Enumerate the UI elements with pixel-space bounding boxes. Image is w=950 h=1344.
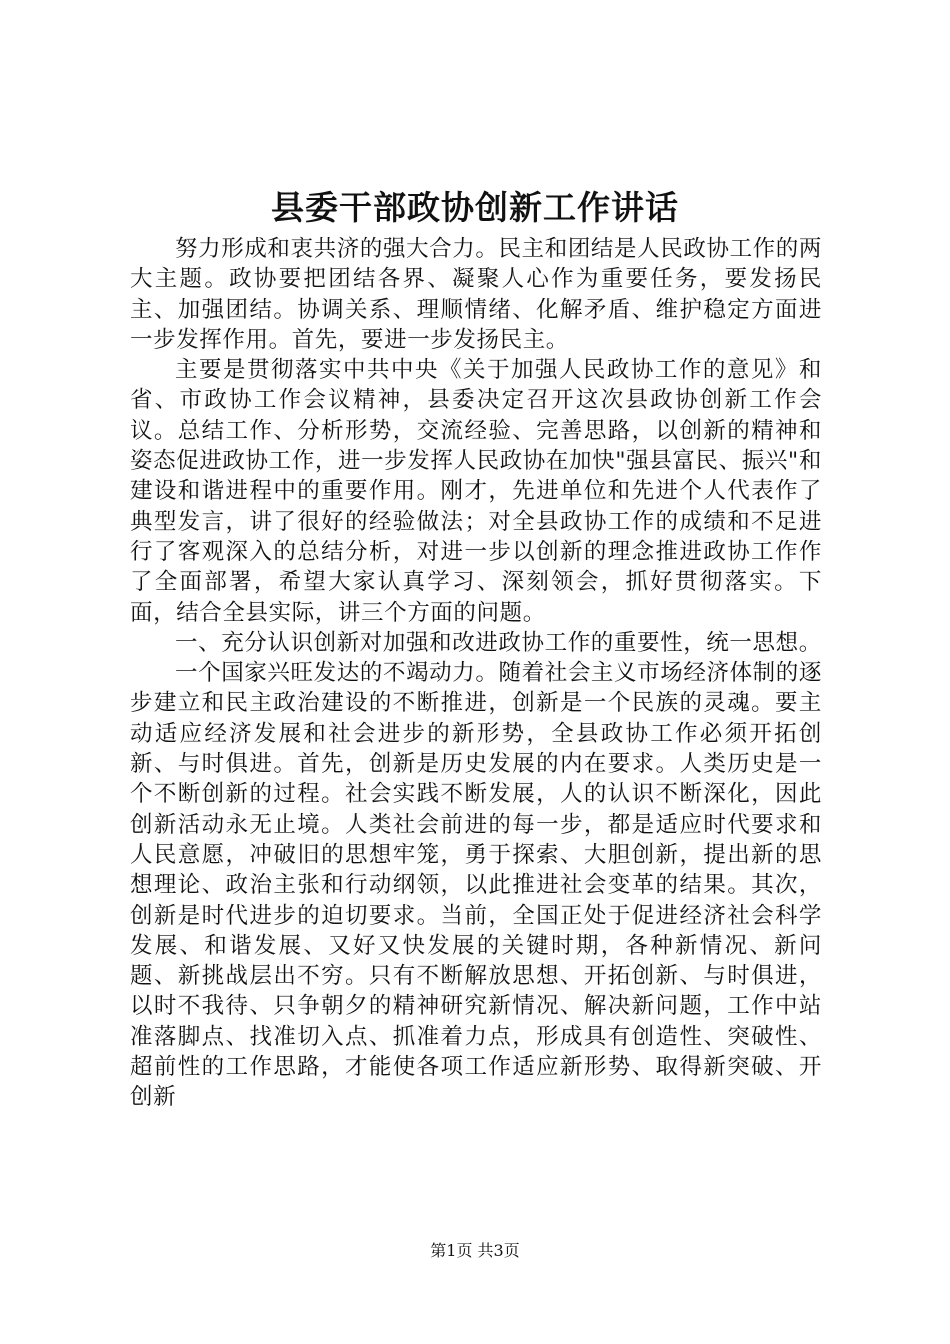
paragraph: 一个国家兴旺发达的不竭动力。随着社会主义市场经济体制的逐步建立和民主政治建设的不断推进，创新是一个民族的灵魂。要主动适应经济发展和社会进步的新形势，全县政协工作必须开拓创新、与时俱进。首先，创新是历史发展的内在要求。人类历史是一个不断创新的过程。社会实践不断发展，人的认识不断深化，因此创新活动永无止境。人类社会前进的每一步，都是适应时代要求和人民意愿，冲破旧的思想牢笼，勇于探索、大胆创新，提出新的思想理论、政治主张和行动纲领，以此推进社会变革的结果。其次，创新是时代进步的迫切要求。当前，全国正处于促进经济社会科学发展、和谐发展、又好又快发展的关键时期，各种新情况、新问题、新挑战层出不穷。只有不断解放思想、开拓创新、与时俱进，以时不我待、只争朝夕的精神研究新情况、解决新问题，工作中站准落脚点、找准切入点、抓准着力点，形成具有创造性、突破性、超前性的工作思路，才能使各项工作适应新形势、取得新突破、开创新	[130, 660, 822, 1111]
document-body	[130, 234, 822, 1113]
document-title: 县委干部政协创新工作讲话	[271, 188, 679, 227]
paragraph: 主要是贯彻落实中共中央《关于加强人民政协工作的意见》和省、市政协工作会议精神，县委决定召开这次县政协创新工作会议。总结工作、分析形势，交流经验、完善思路，以创新的精神和姿态促进政协工作，进一步发挥人民政协在加快"强县富民、振兴"和建设和谐进程中的重要作用。刚才，先进单位和先进个人代表作了典型发言，讲了很好的经验做法；对全县政协工作的成绩和不足进行了客观深入的总结分析，对进一步以创新的理念推进政协工作作了全面部署，希望大家认真学习、深刻领会，抓好贯彻落实。下面，结合全县实际，讲三个方面的问题。	[130, 357, 822, 626]
paragraph: 一、充分认识创新对加强和改进政协工作的重要性，统一思想。	[175, 629, 822, 656]
page-number-footer: 第1页 共3页	[430, 1241, 520, 1260]
paragraph: 努力形成和衷共济的强大合力。民主和团结是人民政协工作的两大主题。政协要把团结各界、凝聚人心作为重要任务，要发扬民主、加强团结。协调关系、理顺情绪、化解矛盾、维护稳定方面进一步发挥作用。首先，要进一步发扬民主。	[130, 236, 822, 353]
